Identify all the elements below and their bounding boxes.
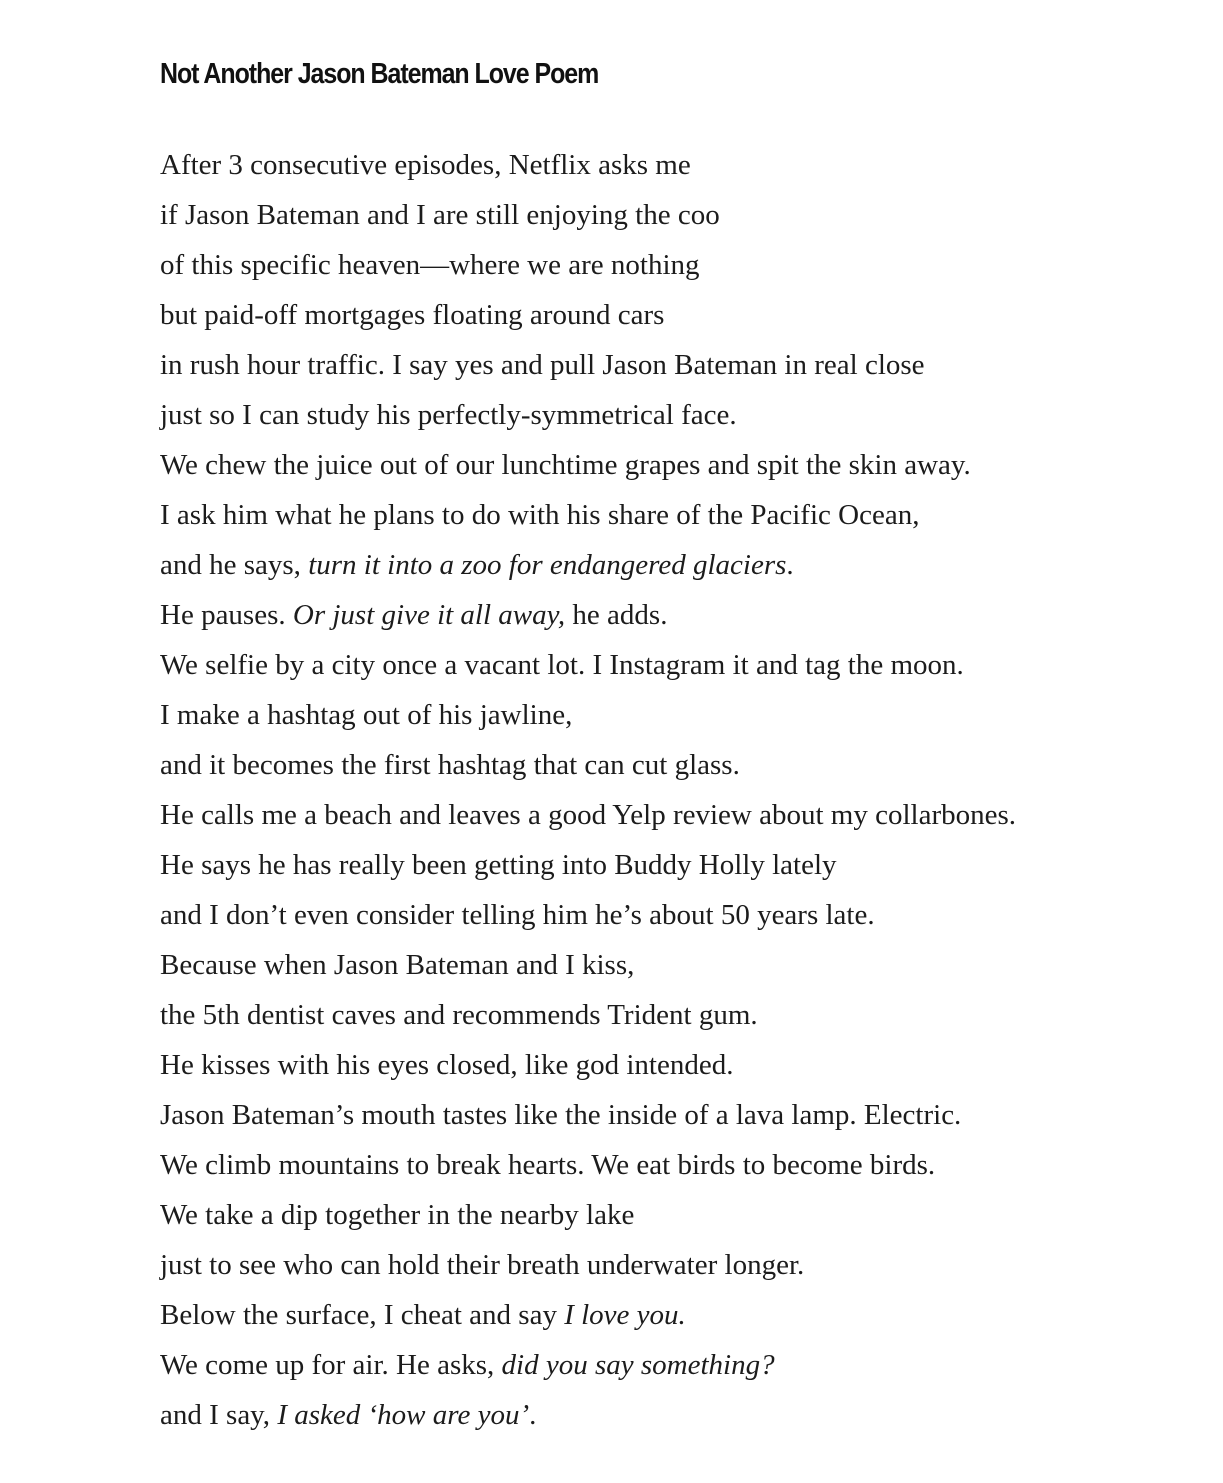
poem-page [160, 54, 1200, 1440]
poem-line: Jason Bateman’s mouth tastes like the inside of a lava lamp. Electric. [160, 1099, 962, 1131]
italic-phrase: I love you. [564, 1299, 686, 1331]
poem-line: just to see who can hold their breath underwater longer. [160, 1249, 805, 1281]
poem-line: He says he has really been getting into Buddy Holly lately [160, 849, 837, 881]
italic-phrase: Or just give it all away, [292, 599, 566, 631]
poem-line: if Jason Bateman and I are still enjoying the coo [160, 199, 720, 231]
poem-line: and I say, I asked ‘how are you’. [160, 1399, 537, 1431]
poem-line: and it becomes the first hashtag that can cut glass. [160, 749, 740, 781]
poem-title: Not Another Jason Bateman Love Poem [160, 58, 599, 90]
poem-line: the 5th dentist caves and recommends Trident gum. [160, 999, 758, 1031]
poem-line: We take a dip together in the nearby lake [160, 1199, 635, 1231]
poem-line: He kisses with his eyes closed, like god intended. [160, 1049, 734, 1081]
poem-line: just so I can study his perfectly-symmetrical face. [160, 399, 737, 431]
italic-phrase: I asked ‘how are you’ [277, 1399, 530, 1431]
poem-line: He pauses. Or just give it all away, he adds. [160, 599, 668, 631]
poem-line: Below the surface, I cheat and say I love you. [160, 1299, 686, 1331]
poem-line: and I don’t even consider telling him he’s about 50 years late. [160, 899, 875, 931]
poem-line: Because when Jason Bateman and I kiss, [160, 949, 635, 981]
poem-line: We climb mountains to break hearts. We eat birds to become birds. [160, 1149, 936, 1181]
italic-phrase: did you say something? [501, 1349, 775, 1381]
poem-line: I make a hashtag out of his jawline, [160, 699, 573, 731]
poem-line: in rush hour traffic. I say yes and pull Jason Bateman in real close [160, 349, 925, 381]
poem-body [160, 140, 1200, 1440]
poem-line: but paid-off mortgages floating around cars [160, 299, 665, 331]
italic-phrase: turn it into a zoo for endangered glaciers [308, 549, 787, 581]
poem-line: He calls me a beach and leaves a good Yelp review about my collarbones. [160, 799, 1017, 831]
poem-line: We selfie by a city once a vacant lot. I Instagram it and tag the moon. [160, 649, 964, 681]
poem-line: I ask him what he plans to do with his share of the Pacific Ocean, [160, 499, 920, 531]
poem-line: and he says, turn it into a zoo for endangered glaciers. [160, 549, 794, 581]
poem-line: After 3 consecutive episodes, Netflix asks me [160, 149, 691, 181]
poem-line: We chew the juice out of our lunchtime grapes and spit the skin away. [160, 449, 971, 481]
poem-line: We come up for air. He asks, did you say something? [160, 1349, 775, 1381]
poem-line: of this specific heaven—where we are nothing [160, 249, 700, 281]
